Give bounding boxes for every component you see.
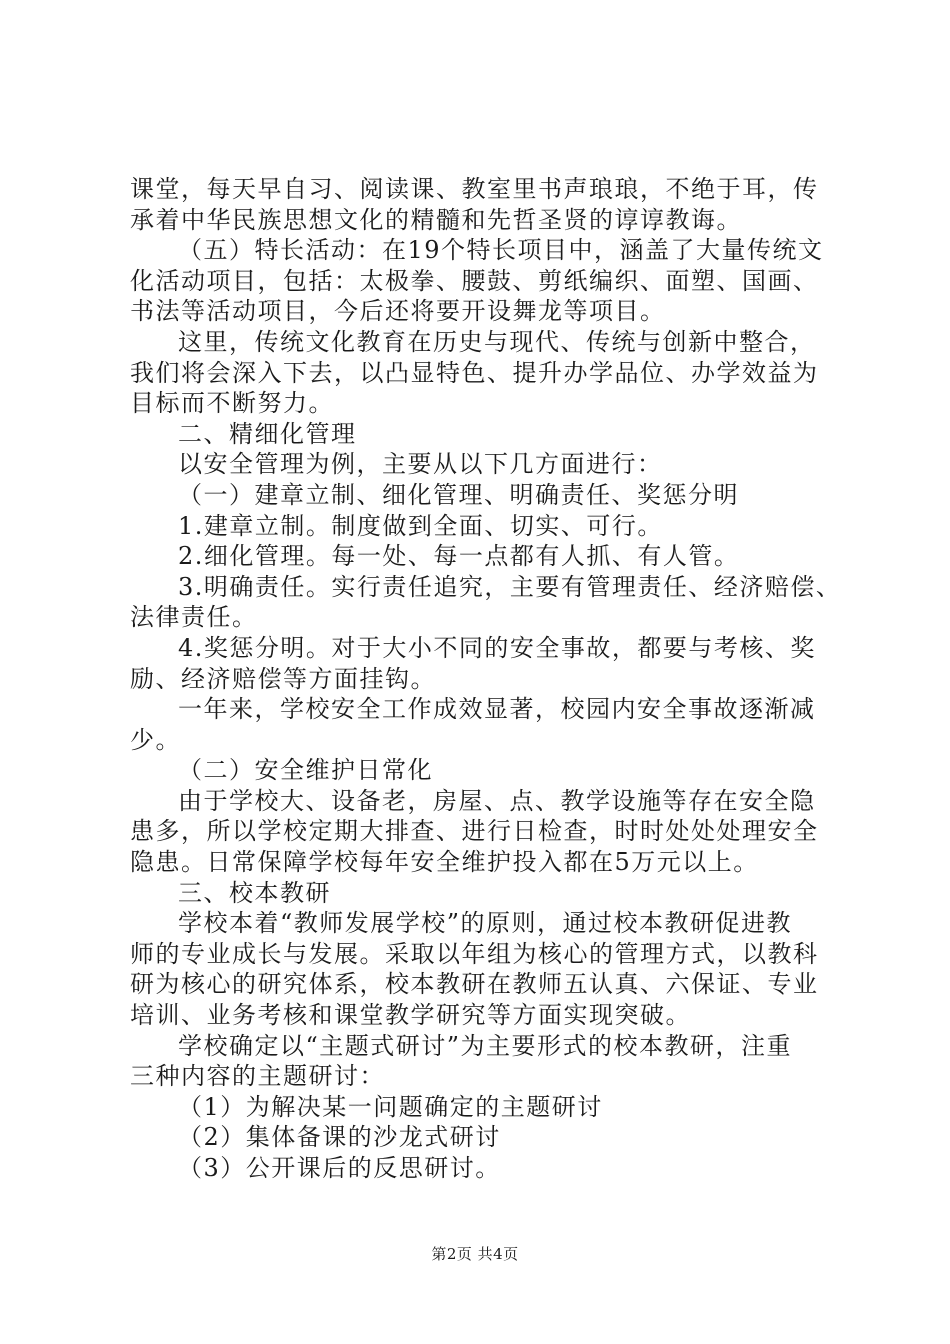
text-line: 以安全管理为例，主要从以下几方面进行： (178, 450, 663, 479)
page-footer: 第2页 共4页 (431, 1245, 519, 1263)
text-line: 由于学校大、设备老，房屋、点、教学设施等存在安全隐 (178, 786, 816, 815)
text-line: 1.建章立制。制度做到全面、切实、可行。 (178, 511, 663, 540)
text-line: 励、经济赔偿等方面挂钩。 (130, 664, 436, 693)
text-line: 4.奖惩分明。对于大小不同的安全事故，都要与考核、奖 (178, 633, 816, 662)
text-line: 我们将会深入下去，以凸显特色、提升办学品位、办学效益为 (130, 358, 819, 387)
text-line: 少。 (130, 725, 181, 754)
text-line: 2.细化管理。每一处、每一点都有人抓、有人管。 (178, 542, 740, 571)
text-line: 隐患。日常保障学校每年安全维护投入都在5万元以上。 (130, 848, 759, 877)
text-line: 研为核心的研究体系，校本教研在教师五认真、六保证、专业 (130, 970, 819, 999)
text-line: 3.明确责任。实行责任追究，主要有管理责任、经济赔偿、 (178, 572, 842, 601)
text-line: （五）特长活动：在19个特长项目中，涵盖了大量传统文 (178, 236, 824, 265)
document-body (130, 174, 850, 1184)
text-line: 书法等活动项目，今后还将要开设舞龙等项目。 (130, 297, 666, 326)
text-line: 课堂，每天早自习、阅读课、教室里书声琅琅，不绝于耳，传 (130, 175, 819, 203)
text-line: 承着中华民族思想文化的精髓和先哲圣贤的谆谆教诲。 (130, 205, 742, 234)
text-line: （二）安全维护日常化 (178, 756, 433, 785)
text-line: 化活动项目，包括：太极拳、腰鼓、剪纸编织、面塑、国画、 (130, 266, 819, 295)
text-line: 师的专业成长与发展。采取以年组为核心的管理方式，以教科 (130, 939, 819, 968)
text-line: 培训、业务考核和课堂教学研究等方面实现突破。 (130, 1001, 691, 1030)
text-line: 三种内容的主题研讨： (130, 1062, 385, 1091)
text-line: 三、校本教研 (178, 878, 331, 907)
text-line: 一年来，学校安全工作成效显著，校园内安全事故逐渐减 (178, 695, 816, 724)
text-line: 学校确定以“主题式研讨”为主要形式的校本教研，注重 (178, 1031, 793, 1060)
text-line: 法律责任。 (130, 603, 258, 632)
text-line: 目标而不断努力。 (130, 389, 334, 418)
text-line: （2）集体备课的沙龙式研讨 (178, 1123, 501, 1152)
text-line: （3）公开课后的反思研讨。 (178, 1154, 501, 1182)
text-line: （一）建章立制、细化管理、明确责任、奖惩分明 (178, 480, 739, 509)
text-line: （1）为解决某一问题确定的主题研讨 (178, 1092, 603, 1121)
text-line: 学校本着“教师发展学校”的原则，通过校本教研促进教 (178, 909, 793, 938)
text-line: 这里，传统文化教育在历史与现代、传统与创新中整合， (178, 327, 816, 356)
text-line: 患多，所以学校定期大排查、进行日检查，时时处处处理安全 (130, 817, 819, 846)
text-line: 二、精细化管理 (178, 419, 357, 448)
